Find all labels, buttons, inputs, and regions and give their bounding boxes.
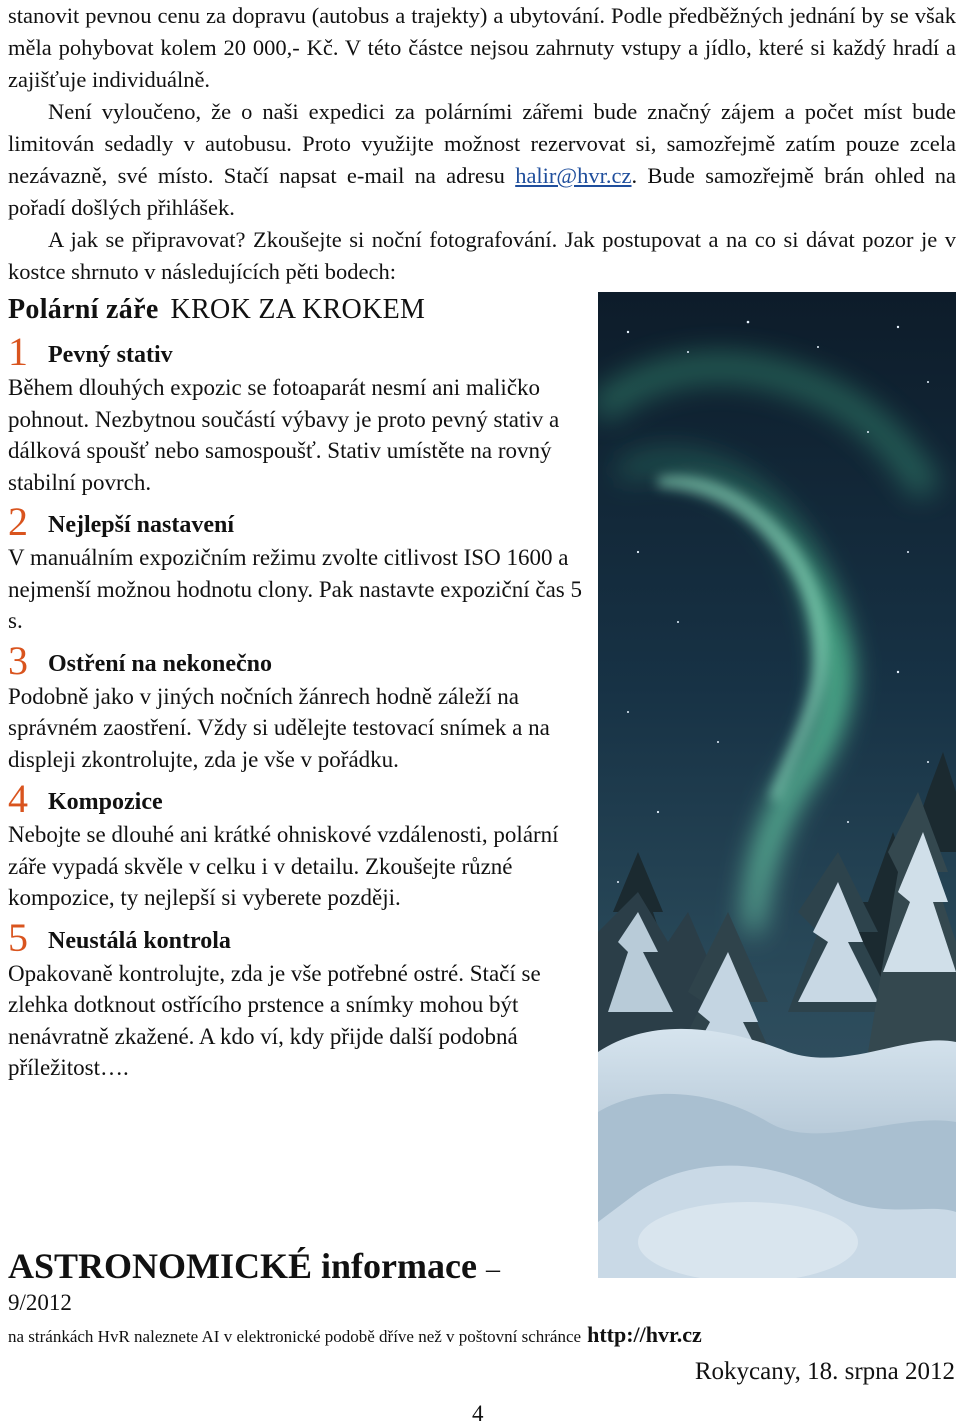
aurora-photo: [598, 292, 956, 1278]
intro-text: [8, 0, 956, 288]
astro-info-title: [8, 1242, 500, 1294]
astro-info-date: 9/2012: [8, 1290, 72, 1315]
steps-title: [8, 292, 588, 328]
step-text: Opakovaně kontrolujte, zda je vše potřebné ostré. Stačí se zlehka dotknout ostřícího prstence a snímky mohou být nenávratně zkažené. A kdo ví, kdy přijde další podobná příležitost….: [8, 960, 541, 1080]
astro-info-title-text: ASTRONOMICKÉ informace: [8, 1246, 477, 1286]
step-number: 4: [8, 776, 28, 821]
step-text: Podobně jako v jiných nočních žánrech hodně záleží na správném zaostření. Vždy si udělejte testovací snímek a na displeji zkontrolujte, zda je vše v pořádku.: [8, 683, 550, 772]
website-link[interactable]: http://hvr.cz: [587, 1322, 702, 1347]
step-title: Ostření na nekonečno: [48, 650, 273, 677]
step-5: [8, 914, 588, 1084]
step-text: Nebojte se dlouhé ani krátké ohniskové vzdálenosti, polární záře vypadá skvěle v celku i v detailu. Zkoušejte různé kompozice, ty nejlepší si vyberete později.: [8, 822, 559, 910]
step-number: 5: [8, 914, 28, 960]
intro-paragraph-1: stanovit pevnou cenu za dopravu (autobus a trajekty) a ubytování. Podle předběžných jednání by se však měla pohybovat kolem 20 000,- Kč. V této částce nejsou zahrnuty vstupy a jídlo, které si každý hradí a zajišťuje individuálně.: [8, 3, 956, 92]
astro-info-note: [8, 1322, 702, 1350]
page-number: 4: [472, 1401, 484, 1426]
intro-paragraph-2-text: Není vyloučeno, že o naši expedici za polárními zářemi bude značný zájem a počet míst bude limitován sedadly v autobusu. Proto využijte možnost rezervovat si, samozřejmě zatím pouze zcela nezávazně, své místo. Stačí napsat e-mail na adresu: [8, 99, 956, 188]
steps-title-part2: KROK ZA KROKEM: [170, 294, 426, 325]
intro-paragraph-2: [8, 96, 956, 224]
step-text: Během dlouhých expozic se fotoaparát nesmí ani maličko pohnout. Nezbytnou součástí výbavy je proto pevný stativ a dálková spoušť nebo samospoušť. Stativ umístěte na rovný stabilní povrch.: [8, 375, 560, 495]
step-number: 3: [8, 637, 28, 683]
step-title: Nejlepší nastavení: [48, 512, 234, 538]
step-2: [8, 499, 588, 637]
steps-section: [8, 292, 588, 1084]
astro-info-note-text: na stránkách HvR naleznete AI v elektronické podobě dříve než v poštovní schránce: [8, 1327, 582, 1346]
step-number: 2: [8, 499, 28, 544]
step-1: [8, 329, 588, 498]
step-text: V manuálním expozičním režimu zvolte citlivost ISO 1600 a nejmenší možnou hodnotu clony. Pak nastavte expoziční čas 5 s.: [8, 545, 583, 633]
intro-paragraph-2-end: . Bude samozřejmě brán ohled na pořadí došlých přihlášek.: [8, 163, 956, 220]
astro-info-dash: –: [485, 1254, 500, 1285]
email-link[interactable]: halir@hvr.cz: [515, 163, 632, 188]
step-title: Kompozice: [48, 789, 163, 815]
intro-paragraph-3: A jak se připravovat? Zkoušejte si noční fotografování. Jak postupovat a na co si dávat pozor je v kostce shrnuto v následujících pěti bodech:: [8, 227, 956, 284]
step-title: Pevný stativ: [48, 342, 173, 368]
step-number: 1: [8, 329, 28, 374]
step-title: Neustálá kontrola: [48, 927, 231, 954]
place-and-date: Rokycany, 18. srpna 2012: [694, 1358, 955, 1385]
step-3: [8, 637, 588, 776]
steps-title-part1: Polární záře: [8, 294, 159, 325]
step-4: [8, 776, 588, 914]
